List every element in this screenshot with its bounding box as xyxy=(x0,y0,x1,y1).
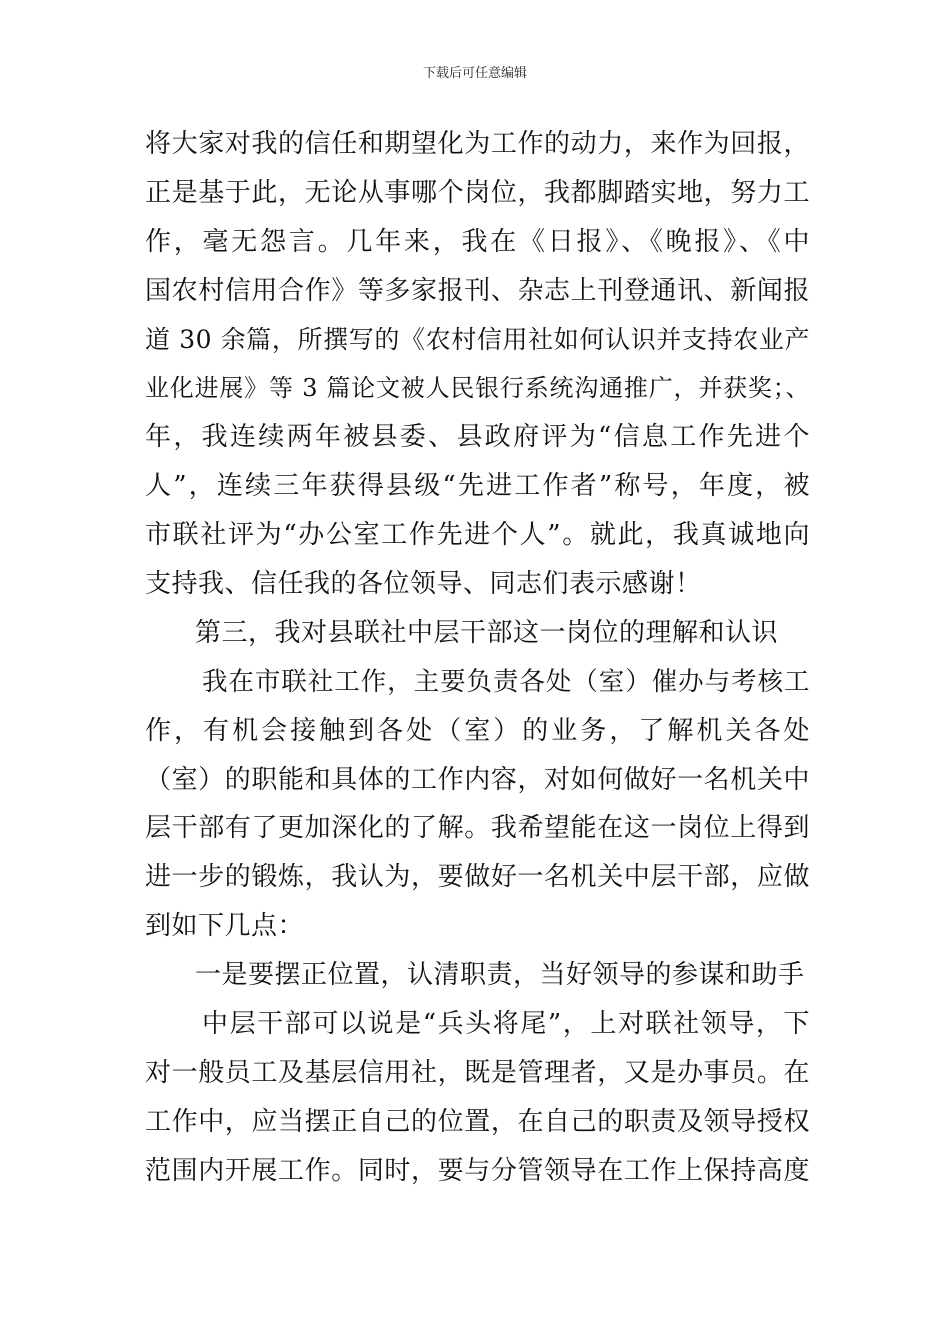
text-line: 层干部有了更加深化的了解。我希望能在这一岗位上得到 xyxy=(145,813,810,844)
section-heading: 第三，我对县联社中层干部这一岗位的理解和认识 xyxy=(195,617,779,648)
text-line: 人”，连续三年获得县级“先进工作者”称号，年度，被 xyxy=(145,471,810,502)
text-line: 正是基于此，无论从事哪个岗位，我都脚踏实地，努力工 xyxy=(145,177,810,208)
text-line: 范围内开展工作。同时，要与分管领导在工作上保持高度 xyxy=(145,1155,810,1186)
text-line: 年，我连续两年被县委、县政府评为“信息工作先进个 xyxy=(145,422,810,453)
text-line: 作，有机会接触到各处（室）的业务，了解机关各处 xyxy=(145,715,810,746)
section-heading: 一是要摆正位置，认清职责，当好领导的参谋和助手 xyxy=(195,960,805,991)
text-line: 市联社评为“办公室工作先进个人”。就此，我真诚地向 xyxy=(145,520,810,551)
text-line: 对一般员工及基层信用社，既是管理者，又是办事员。在 xyxy=(145,1057,810,1088)
text-line: 进一步的锻炼，我认为，要做好一名机关中层干部，应做 xyxy=(145,862,810,893)
text-line: 工作中，应当摆正自己的位置，在自己的职责及领导授权 xyxy=(145,1106,810,1137)
text-line: 支持我、信任我的各位领导、同志们表示感谢！ xyxy=(145,569,702,600)
text-line: 道 30 余篇，所撰写的《农村信用社如何认识并支持农业产 xyxy=(145,324,810,354)
text-line: （室）的职能和具体的工作内容，对如何做好一名机关中 xyxy=(145,764,810,795)
text-line: 国农村信用合作》等多家报刊、杂志上刊登通讯、新闻报 xyxy=(145,275,810,306)
page-header: 下载后可任意编辑 xyxy=(422,66,527,81)
document-body xyxy=(145,120,810,1196)
text-line: 作，毫无怨言。几年来，我在《日报》、《晚报》、《中 xyxy=(145,226,810,257)
paragraph-first-line: 中层干部可以说是“兵头将尾”，上对联社领导，下 xyxy=(202,1009,810,1040)
text-line: 到如下几点： xyxy=(145,911,305,942)
text-line: 业化进展》等 3 篇论文被人民银行系统沟通推广，并获奖；、 xyxy=(145,374,810,403)
paragraph-first-line: 我在市联社工作，主要负责各处（室）催办与考核工 xyxy=(202,666,810,697)
text-line: 将大家对我的信任和期望化为工作的动力，来作为回报， xyxy=(145,129,810,159)
